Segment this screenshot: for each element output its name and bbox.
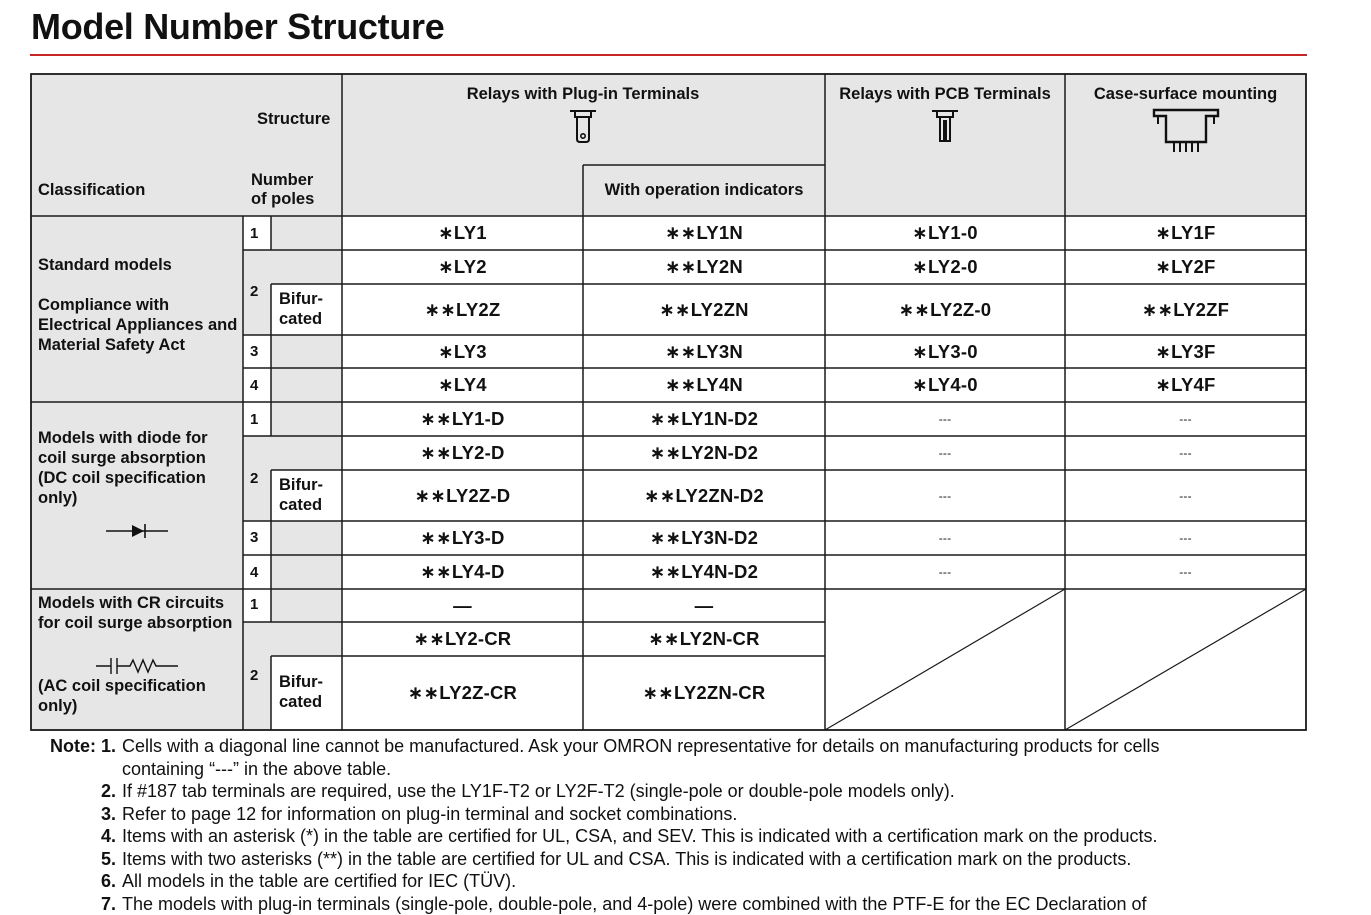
pole-3: 3 <box>250 529 258 546</box>
note-text: All models in the table are certified for IEC (TÜV). <box>116 870 516 893</box>
model-cell: ∗∗LY2Z-CR <box>342 656 583 730</box>
note-item <box>31 758 1331 781</box>
header-pcb: Relays with PCB Terminals <box>825 84 1065 104</box>
group-standard-label: Standard models <box>38 255 172 275</box>
model-cell: — <box>342 589 583 622</box>
model-cell: ∗∗LY2-CR <box>342 622 583 656</box>
model-cell: ∗∗LY4N <box>583 368 825 402</box>
model-cell: ∗LY2F <box>1065 250 1306 284</box>
page-title: Model Number Structure <box>31 6 444 48</box>
pole-4: 4 <box>250 377 258 394</box>
model-cell: ∗∗LY2ZN <box>583 284 825 335</box>
header-plug-in: Relays with Plug-in Terminals <box>342 84 824 104</box>
model-cell: ∗∗LY2N-D2 <box>583 436 825 470</box>
model-cell: ∗LY3-0 <box>825 335 1065 368</box>
model-cell: ∗LY1F <box>1065 216 1306 250</box>
model-cell: ∗LY2 <box>342 250 583 284</box>
model-cell: ∗LY1-0 <box>825 216 1065 250</box>
note-text: Cells with a diagonal line cannot be manufactured. Ask your OMRON representative for details on manufacturing products for cells <box>116 735 1160 758</box>
pole-1: 1 <box>250 225 258 242</box>
note-item <box>31 825 1331 848</box>
bifurcated-label: Bifur-cated <box>279 672 329 712</box>
unavailable-cell: --- <box>1065 555 1306 589</box>
note-item <box>31 848 1331 871</box>
model-cell: ∗LY3 <box>342 335 583 368</box>
model-cell: ∗∗LY4-D <box>342 555 583 589</box>
note-label: Note: 1. <box>31 735 116 758</box>
note-text: Items with two asterisks (**) in the table are certified for UL and CSA. This is indicated with a certification mark on the products. <box>116 848 1131 871</box>
model-cell: ∗∗LY2ZF <box>1065 284 1306 335</box>
pole-3: 3 <box>250 343 258 360</box>
model-cell: ∗∗LY2Z-0 <box>825 284 1065 335</box>
model-cell: ∗LY1 <box>342 216 583 250</box>
note-number: 5. <box>31 848 116 871</box>
note-number: 6. <box>31 870 116 893</box>
header-number-of-poles: Number of poles <box>251 171 333 209</box>
note-item <box>31 780 1331 803</box>
model-cell: ∗∗LY2N <box>583 250 825 284</box>
unavailable-cell: --- <box>1065 402 1306 436</box>
model-cell: ∗∗LY1N-D2 <box>583 402 825 436</box>
model-cell: ∗∗LY3-D <box>342 521 583 555</box>
model-cell: ∗∗LY3N-D2 <box>583 521 825 555</box>
unavailable-cell: --- <box>825 470 1065 521</box>
note-text: containing “---” in the above table. <box>116 758 391 781</box>
unavailable-cell: --- <box>1065 436 1306 470</box>
model-cell: ∗∗LY3N <box>583 335 825 368</box>
notes-section <box>31 735 1331 915</box>
model-cell: ∗∗LY4N-D2 <box>583 555 825 589</box>
header-classification: Classification <box>38 180 145 200</box>
header-structure: Structure <box>257 109 330 129</box>
note-item <box>31 735 1331 758</box>
header-case-surface: Case-surface mounting <box>1065 84 1306 104</box>
group-standard-compliance-label: Compliance with Electrical Appliances and Material Safety Act <box>38 295 238 355</box>
unavailable-cell: --- <box>825 521 1065 555</box>
pole-2: 2 <box>250 470 258 487</box>
model-cell: ∗LY4F <box>1065 368 1306 402</box>
note-text: Items with an asterisk (*) in the table are certified for UL, CSA, and SEV. This is indicated with a certification mark on the products. <box>116 825 1157 848</box>
note-number: 4. <box>31 825 116 848</box>
model-cell: ∗∗LY2-D <box>342 436 583 470</box>
model-cell: — <box>583 589 825 622</box>
bifurcated-label: Bifur-cated <box>279 289 329 329</box>
model-cell: ∗∗LY2ZN-CR <box>583 656 825 730</box>
model-cell: ∗LY4 <box>342 368 583 402</box>
note-number: 7. <box>31 893 116 915</box>
pole-1: 1 <box>250 411 258 428</box>
note-text: Refer to page 12 for information on plug-in terminal and socket combinations. <box>116 803 737 826</box>
note-text: The models with plug-in terminals (single-pole, double-pole, and 4-pole) were combined with the PTF-E for the EC Declaration of <box>116 893 1147 915</box>
pole-4: 4 <box>250 564 258 581</box>
model-cell: ∗∗LY2ZN-D2 <box>583 470 825 521</box>
model-cell: ∗LY4-0 <box>825 368 1065 402</box>
model-cell: ∗∗LY2Z-D <box>342 470 583 521</box>
unavailable-cell: --- <box>825 402 1065 436</box>
group-cr-label: Models with CR circuits for coil surge absorption <box>38 593 238 633</box>
model-cell: ∗∗LY2N-CR <box>583 622 825 656</box>
unavailable-cell: --- <box>1065 521 1306 555</box>
unavailable-cell: --- <box>1065 470 1306 521</box>
unavailable-cell: --- <box>825 555 1065 589</box>
model-cell: ∗∗LY2Z <box>342 284 583 335</box>
note-item <box>31 870 1331 893</box>
model-cell: ∗LY3F <box>1065 335 1306 368</box>
model-cell: ∗∗LY1N <box>583 216 825 250</box>
note-number: 2. <box>31 780 116 803</box>
note-item <box>31 893 1331 915</box>
unavailable-cell: --- <box>825 436 1065 470</box>
note-text: If #187 tab terminals are required, use the LY1F-T2 or LY2F-T2 (single-pole or double-pole models only). <box>116 780 955 803</box>
group-diode-label: Models with diode for coil surge absorption (DC coil specification only) <box>38 428 238 508</box>
pole-1: 1 <box>250 596 258 613</box>
pole-2: 2 <box>250 283 258 300</box>
note-item <box>31 803 1331 826</box>
model-cell: ∗LY2-0 <box>825 250 1065 284</box>
note-number: 3. <box>31 803 116 826</box>
group-cr-ac-label: (AC coil specification only) <box>38 676 238 716</box>
bifurcated-label: Bifur-cated <box>279 475 329 515</box>
model-cell: ∗∗LY1-D <box>342 402 583 436</box>
header-with-indicators: With operation indicators <box>583 180 825 200</box>
pole-2: 2 <box>250 667 258 684</box>
